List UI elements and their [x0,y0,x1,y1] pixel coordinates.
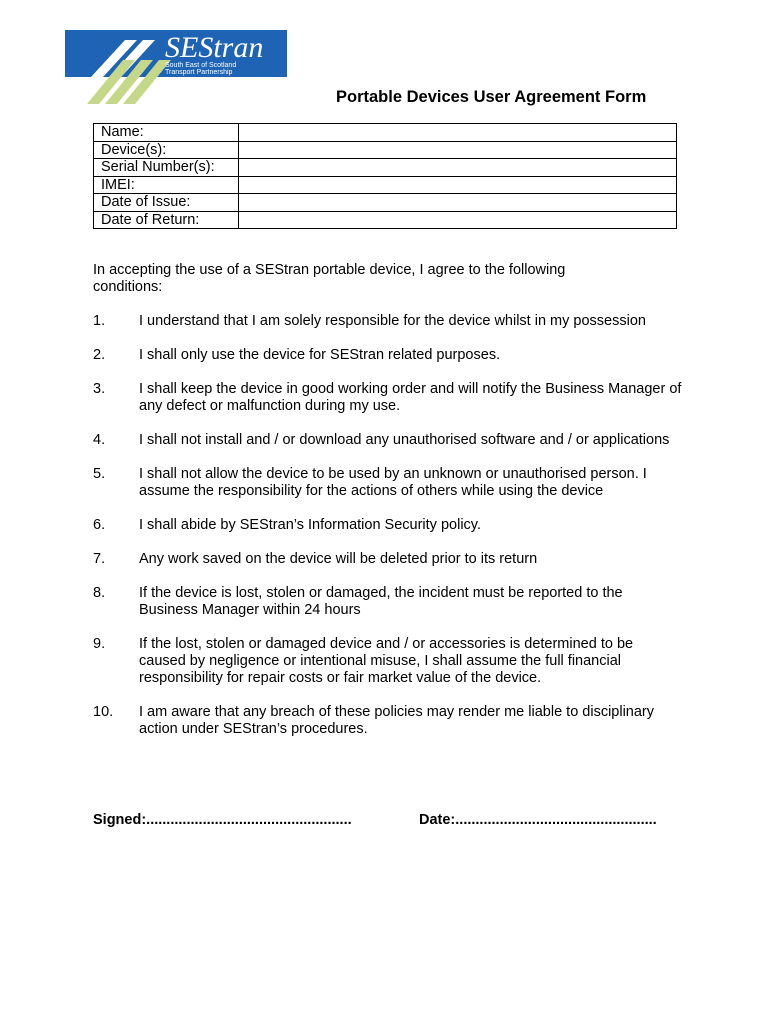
condition-item [93,517,683,534]
info-row [94,124,677,142]
condition-item [93,704,683,738]
form-title: Portable Devices User Agreement Form [336,88,647,106]
condition-item [93,432,683,449]
info-row [94,194,677,212]
info-label: Date of Issue: [94,194,239,212]
condition-text: I understand that I am solely responsible for the device whilst in my possession [139,313,646,329]
condition-text: If the lost, stolen or damaged device and / or accessories is determined to be caused by negligence or intentional misuse, I shall assume the full financial responsibility for repair costs or fair market value of the device. [139,636,634,686]
info-value-field[interactable] [239,124,677,142]
condition-item [93,585,683,619]
info-value-field[interactable] [239,211,677,229]
info-label: Device(s): [94,141,239,159]
condition-text: I shall keep the device in good working order and will notify the Business Manager of any defect or malfunction during my use. [139,381,682,414]
condition-number: 8. [93,585,106,601]
condition-item [93,347,683,364]
condition-text: Any work saved on the device will be deleted prior to its return [139,551,538,567]
logo-tagline-2: Transport Partnership [165,69,233,76]
condition-number: 6. [93,517,106,533]
condition-text: I shall only use the device for SEStran related purposes. [139,347,501,363]
info-label: Name: [94,124,239,142]
date-line[interactable]: Date:.................................................. [419,812,657,828]
info-label: Date of Return: [94,211,239,229]
logo-brand-text: SEStran [165,31,264,64]
condition-number: 4. [93,432,106,448]
condition-number: 1. [93,313,106,329]
condition-number: 5. [93,466,106,482]
condition-number: 9. [93,636,106,652]
info-row [94,176,677,194]
info-label: Serial Number(s): [94,159,239,177]
info-label: IMEI: [94,176,239,194]
condition-text: I shall abide by SEStran’s Information Security policy. [139,517,481,533]
condition-item [93,313,683,330]
condition-item [93,466,683,500]
conditions-list [93,313,683,738]
condition-number: 10. [93,704,114,720]
condition-item [93,636,683,687]
sestran-logo [65,30,287,104]
condition-item [93,381,683,415]
signed-line[interactable]: Signed:................................................... [93,812,352,828]
info-row [94,211,677,229]
condition-text: I shall not install and / or download any unauthorised software and / or applications [139,432,670,448]
condition-text: I shall not allow the device to be used by an unknown or unauthorised person. I assume the responsibility for the actions of others while using the device [139,466,647,499]
info-value-field[interactable] [239,141,677,159]
info-value-field[interactable] [239,176,677,194]
info-value-field[interactable] [239,194,677,212]
condition-item [93,551,683,568]
condition-number: 7. [93,551,106,567]
condition-text: I am aware that any breach of these policies may render me liable to disciplinary action under SEStran’s procedures. [139,704,655,737]
condition-text: If the device is lost, stolen or damaged, the incident must be reported to the Business Manager within 24 hours [139,585,623,618]
info-row [94,159,677,177]
condition-number: 3. [93,381,106,397]
info-row [94,141,677,159]
condition-number: 2. [93,347,106,363]
device-info-table [93,123,677,229]
logo-tagline-1: South East of Scotland [165,62,237,69]
info-value-field[interactable] [239,159,677,177]
intro-paragraph: In accepting the use of a SEStran portable device, I agree to the following conditions: [93,262,566,295]
